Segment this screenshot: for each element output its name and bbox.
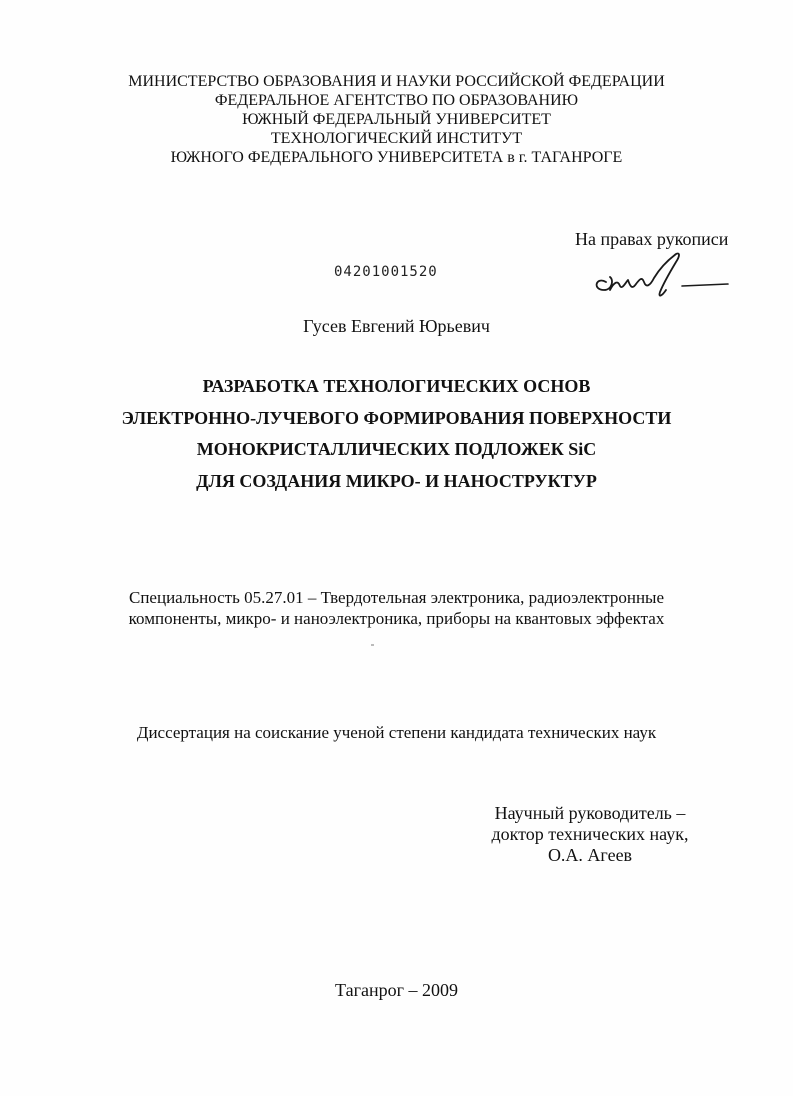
institution-header: [0, 72, 793, 167]
supervisor-role: Научный руководитель –: [494, 803, 686, 823]
title-line-1: РАЗРАБОТКА ТЕХНОЛОГИЧЕСКИХ ОСНОВ: [202, 376, 591, 396]
header-line-agency: ФЕДЕРАЛЬНОЕ АГЕНТСТВО ПО ОБРАЗОВАНИЮ: [214, 92, 579, 109]
supervisor-name: О.А. Агеев: [547, 845, 633, 865]
dissertation-title: [0, 371, 793, 497]
dissertation-degree-note: Диссертация на соискание ученой степени кандидата технических наук: [136, 723, 657, 742]
specialty-line-1: Специальность 05.27.01 – Твердотельная электроника, радиоэлектронные: [128, 588, 665, 607]
supervisor-degree: доктор технических наук,: [491, 824, 689, 844]
supervisor-block: [465, 803, 715, 866]
title-line-4: ДЛЯ СОЗДАНИЯ МИКРО- И НАНОСТРУКТУР: [196, 470, 597, 491]
header-line-institute: ТЕХНОЛОГИЧЕСКИЙ ИНСТИТУТ: [270, 130, 523, 147]
title-line-3: МОНОКРИСТАЛЛИЧЕСКИХ ПОДЛОЖЕК SiC: [196, 439, 597, 459]
header-line-ministry: МИНИСТЕРСТВО ОБРАЗОВАНИЯ И НАУКИ РОССИЙСКОЙ ФЕДЕРАЦИИ: [128, 73, 665, 90]
manuscript-rights-note: На правах рукописи: [575, 229, 729, 249]
header-line-university: ЮЖНЫЙ ФЕДЕРАЛЬНЫЙ УНИВЕРСИТЕТ: [242, 111, 551, 128]
specialty-block: [0, 587, 793, 629]
signature-icon: [584, 246, 734, 302]
title-line-2: ЭЛЕКТРОННО-ЛУЧЕВОГО ФОРМИРОВАНИЯ ПОВЕРХНОСТИ: [121, 407, 672, 428]
scan-speck: [371, 644, 374, 646]
place-and-year: Таганрог – 2009: [335, 980, 458, 1000]
header-line-location: ЮЖНОГО ФЕДЕРАЛЬНОГО УНИВЕРСИТЕТА в г. ТАГАНРОГЕ: [170, 149, 623, 166]
specialty-line-2: компоненты, микро- и наноэлектроника, приборы на квантовых эффектах: [128, 609, 665, 628]
author-name: Гусев Евгений Юрьевич: [303, 316, 490, 336]
catalog-number: 04201001520: [334, 264, 438, 280]
